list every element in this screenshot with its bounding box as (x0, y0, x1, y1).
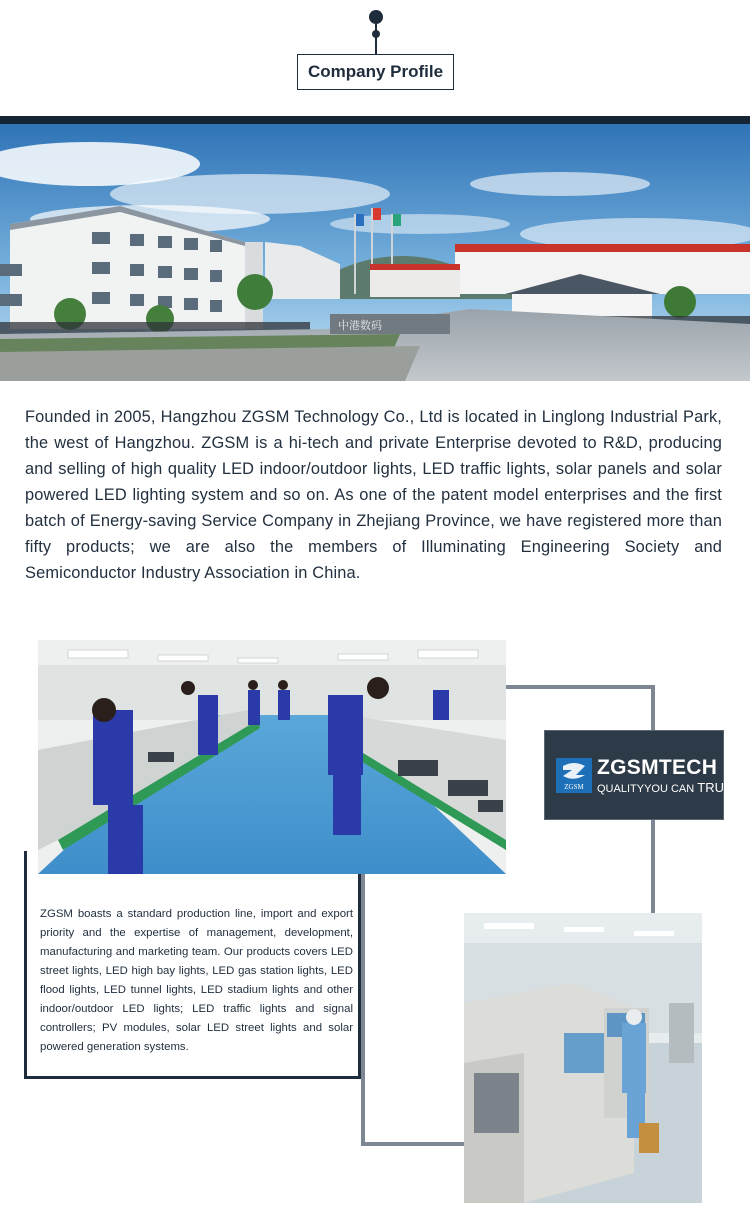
brand-logo-card (544, 730, 741, 820)
decorative-frame-bottom (361, 1142, 465, 1146)
smt-machine-photo (464, 913, 702, 1203)
header-band (0, 116, 750, 124)
company-intro-text: Founded in 2005, Hangzhou ZGSM Technology Co., Ltd is located in Linglong Industrial Park, the west of Hangzhou. ZGSM is a hi-tech and private Enterprise devoted to R&D, producing and selling of high quality LED indoor/outdoor lights, LED traffic lights, solar panels and solar powered LED lighting system and so on. As one of the patent model enterprises and the first batch of Energy-saving Service Company in Zhejiang Province, we have registered more than fifty products; we are also the members of Illuminating Engineering Society and Semiconductor Industry Association in China. (25, 408, 722, 582)
brand-tagline (597, 780, 741, 795)
decorative-frame-right (651, 685, 655, 730)
page-title: Company Profile (297, 54, 454, 90)
decorative-frame-right-lower (651, 820, 655, 913)
logo-mark-text: ZGSM (564, 783, 584, 791)
tagline-trust: TRUST (697, 780, 741, 795)
description-frame-right (358, 874, 361, 1079)
zgsm-logo-icon (556, 758, 592, 793)
production-description: ZGSM boasts a standard production line, import and export priority and the expertise of management, development, manufacturing and marketing team. Our products covers LED street lights, LED high bay lights, LED gas station lights, LED flood lights, LED tunnel lights, LED stadium lights and other indoor/outdoor LED lights; LED traffic lights and signal controllers; PV modules, solar LED street lights and solar powered generation systems. (40, 908, 353, 1053)
header-pin-line (375, 24, 377, 54)
decorative-frame-top (506, 685, 655, 689)
company-building-photo (0, 124, 750, 381)
header-pin-small-dot (372, 30, 380, 38)
decorative-frame-left (361, 874, 365, 1146)
header-pin-icon (369, 10, 383, 24)
production-line-photo (38, 640, 506, 874)
building-sign-text: 中港数码 (338, 320, 382, 332)
tagline-quality: QUALITY (597, 783, 645, 795)
tagline-you-can: YOU CAN (644, 783, 695, 795)
brand-name: ZGSMTECH (597, 756, 718, 779)
